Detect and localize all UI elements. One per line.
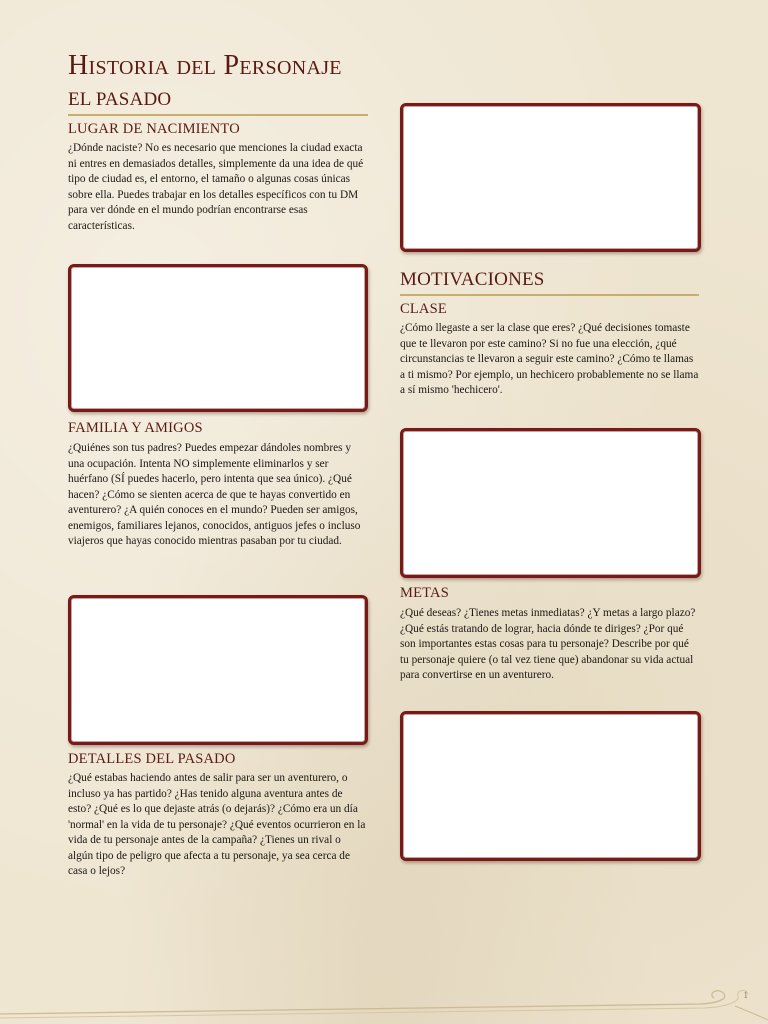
footer-ornament xyxy=(0,984,768,1024)
top-right-image-frame xyxy=(400,103,701,252)
birthplace-image-frame xyxy=(68,264,368,412)
family-text: ¿Quiénes son tus padres? Puedes empezar dándoles nombres y una ocupación. Intenta NO simplemente eliminarlos y ser huérfano (SÍ puedes hacerlo, pero intenta que sea único). ¿Qué hacen? ¿Cómo se sienten acerca de que te hayas convertido en aventurero? ¿A quién conoces en el mundo? Pueden ser amigos, enemigos, familiares lejanos, conocidos, antiguos jefes o incluso viajeros que hayas conocido mientras pasaban por tu ciudad. xyxy=(68,442,361,547)
section-title-el-pasado: EL PASADO xyxy=(68,89,368,116)
page-title: Historia del Personaje xyxy=(68,50,342,81)
section-title-motivaciones: MOTIVACIONES xyxy=(400,269,699,296)
class-image-frame xyxy=(400,428,701,578)
subtitle-familia-y-amigos: FAMILIA Y AMIGOS xyxy=(68,420,203,436)
family-image-frame xyxy=(68,595,368,745)
subtitle-detalles-del-pasado: DETALLES DEL PASADO xyxy=(68,751,236,767)
class-text: ¿Cómo llegaste a ser la clase que eres? ¿Qué decisiones tomaste que te llevaron por este camino? Si no fue una elección, ¿qué circunstancias te llevaron a seguir este camino? ¿Cómo te llamas a ti mismo? Por ejemplo, un hechicero probablemente no se llama a sí mismo 'hechicero'. xyxy=(400,322,699,396)
subtitle-clase: CLASE xyxy=(400,301,447,317)
goals-image-frame xyxy=(400,711,701,861)
subtitle-lugar-de-nacimiento: LUGAR DE NACIMIENTO xyxy=(68,121,240,137)
goals-text: ¿Qué deseas? ¿Tienes metas inmediatas? ¿Y metas a largo plazo? ¿Qué estás tratando de lograr, hacia dónde te diriges? ¿Por qué son importantes estas cosas para tu personaje? Describe por qué tu personaje quiere (o tal vez tiene que) abandonar su vida actual para convertirse en un aventurero. xyxy=(400,607,696,681)
page-number: 1 xyxy=(743,990,748,1000)
birthplace-text: ¿Dónde naciste? No es necesario que menciones la ciudad exacta ni entres en demasiados detalles, simplemente da una idea de qué tipo de ciudad es, el entorno, el tamaño o algunas cosas únicas sobre ella. Puedes trabajar en los detalles específicos con tu DM para ver dónde en el mundo podrían encontrarse esas características. xyxy=(68,142,364,232)
subtitle-metas: METAS xyxy=(400,585,449,601)
past-details-text: ¿Qué estabas haciendo antes de salir para ser un aventurero, o incluso ya has partido? ¿Has tenido alguna aventura antes de esto? ¿Qué es lo que dejaste atrás (o dejarás)? ¿Cómo era un día 'normal' en la vida de tu personaje? ¿Qué eventos ocurrieron en la vida de tu personaje antes de la campaña? ¿Tienes un rival o algún tipo de peligro que afecta a tu personaje, ya sea cerca de casa o lejos? xyxy=(68,772,366,877)
